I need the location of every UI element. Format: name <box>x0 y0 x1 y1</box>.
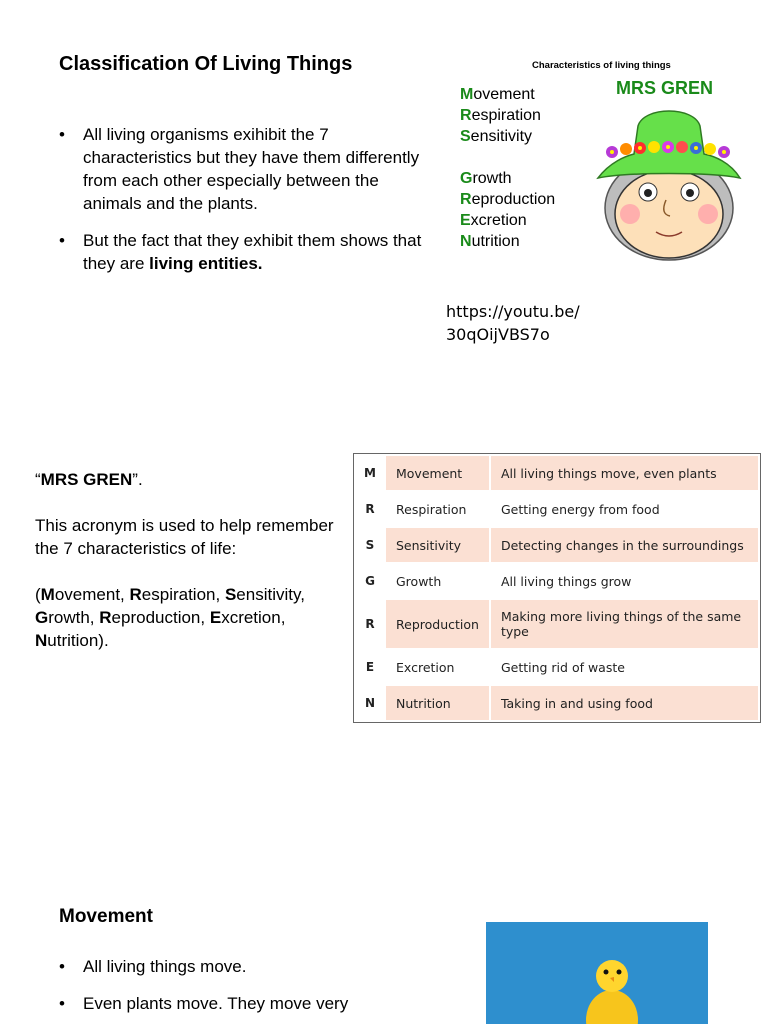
mnemonic-list <box>460 84 555 252</box>
mnemonic-word: Reproduction <box>460 191 556 208</box>
movement-title: Movement <box>59 906 153 927</box>
mnemonic-word: Nutrition <box>460 233 520 250</box>
table-row <box>355 599 759 649</box>
chick-photo <box>486 922 708 1024</box>
illustration-caption: Characteristics of living things <box>532 60 671 71</box>
letter-cell: G <box>355 563 385 599</box>
table-row <box>355 491 759 527</box>
illustration-heading: MRS GREN <box>616 78 714 98</box>
grandma-face-icon <box>590 102 748 262</box>
mnemonic-word: Respiration <box>460 107 541 124</box>
mrs-gren-description <box>35 468 340 652</box>
term-cell: Respiration <box>385 491 490 527</box>
term-cell: Nutrition <box>385 685 490 721</box>
bullet-list <box>59 123 429 275</box>
mrs-gren-illustration <box>456 58 748 264</box>
characteristics-table <box>353 453 761 723</box>
acronym-paragraph: This acronym is used to help remember the 7 characteristics of life: <box>35 516 334 558</box>
term-cell: Excretion <box>385 649 490 685</box>
bullet-item: • All living things move. <box>59 955 429 978</box>
acronym-list: (Movement, Respiration, Sensitivity, Growth, Reproduction, Excretion, Nutrition). <box>35 585 305 650</box>
mnemonic-word: Sensitivity <box>460 128 533 145</box>
term-cell: Growth <box>385 563 490 599</box>
description-cell: All living things move, even plants <box>490 455 759 491</box>
description-cell: Getting rid of waste <box>490 649 759 685</box>
bold-phrase: living entities. <box>149 254 263 273</box>
description-cell: All living things grow <box>490 563 759 599</box>
mrs-gren-heading: “MRS GREN”. <box>35 470 143 489</box>
mnemonic-word: Growth <box>460 170 512 187</box>
bullet-item: • Even plants move. They move very <box>59 992 429 1015</box>
movement-bullets <box>59 955 429 1015</box>
letter-cell: M <box>355 455 385 491</box>
bullet-item: • But the fact that they exhibit them shows that they are living entities. <box>59 229 429 275</box>
term-cell: Sensitivity <box>385 527 490 563</box>
table-row <box>355 527 759 563</box>
description-cell: Getting energy from food <box>490 491 759 527</box>
table-row <box>355 455 759 491</box>
description-cell: Taking in and using food <box>490 685 759 721</box>
description-cell: Making more living things of the same type <box>490 599 759 649</box>
letter-cell: R <box>355 491 385 527</box>
mnemonic-word: Movement <box>460 86 535 103</box>
term-cell: Reproduction <box>385 599 490 649</box>
letter-cell: R <box>355 599 385 649</box>
video-link[interactable]: https://youtu.be/ 30qOijVBS7o <box>446 302 580 344</box>
chick-icon <box>486 922 708 1024</box>
term-cell: Movement <box>385 455 490 491</box>
mnemonic-word: Excretion <box>460 212 527 229</box>
letter-cell: N <box>355 685 385 721</box>
bullet-item: • All living organisms exihibit the 7 characteristics but they have them differently from each other especially between the animals and the plants. <box>59 123 429 215</box>
slide-title: Classification Of Living Things <box>59 53 353 75</box>
letter-cell: E <box>355 649 385 685</box>
table-row <box>355 563 759 599</box>
table-row <box>355 685 759 721</box>
table-row <box>355 649 759 685</box>
letter-cell: S <box>355 527 385 563</box>
description-cell: Detecting changes in the surroundings <box>490 527 759 563</box>
